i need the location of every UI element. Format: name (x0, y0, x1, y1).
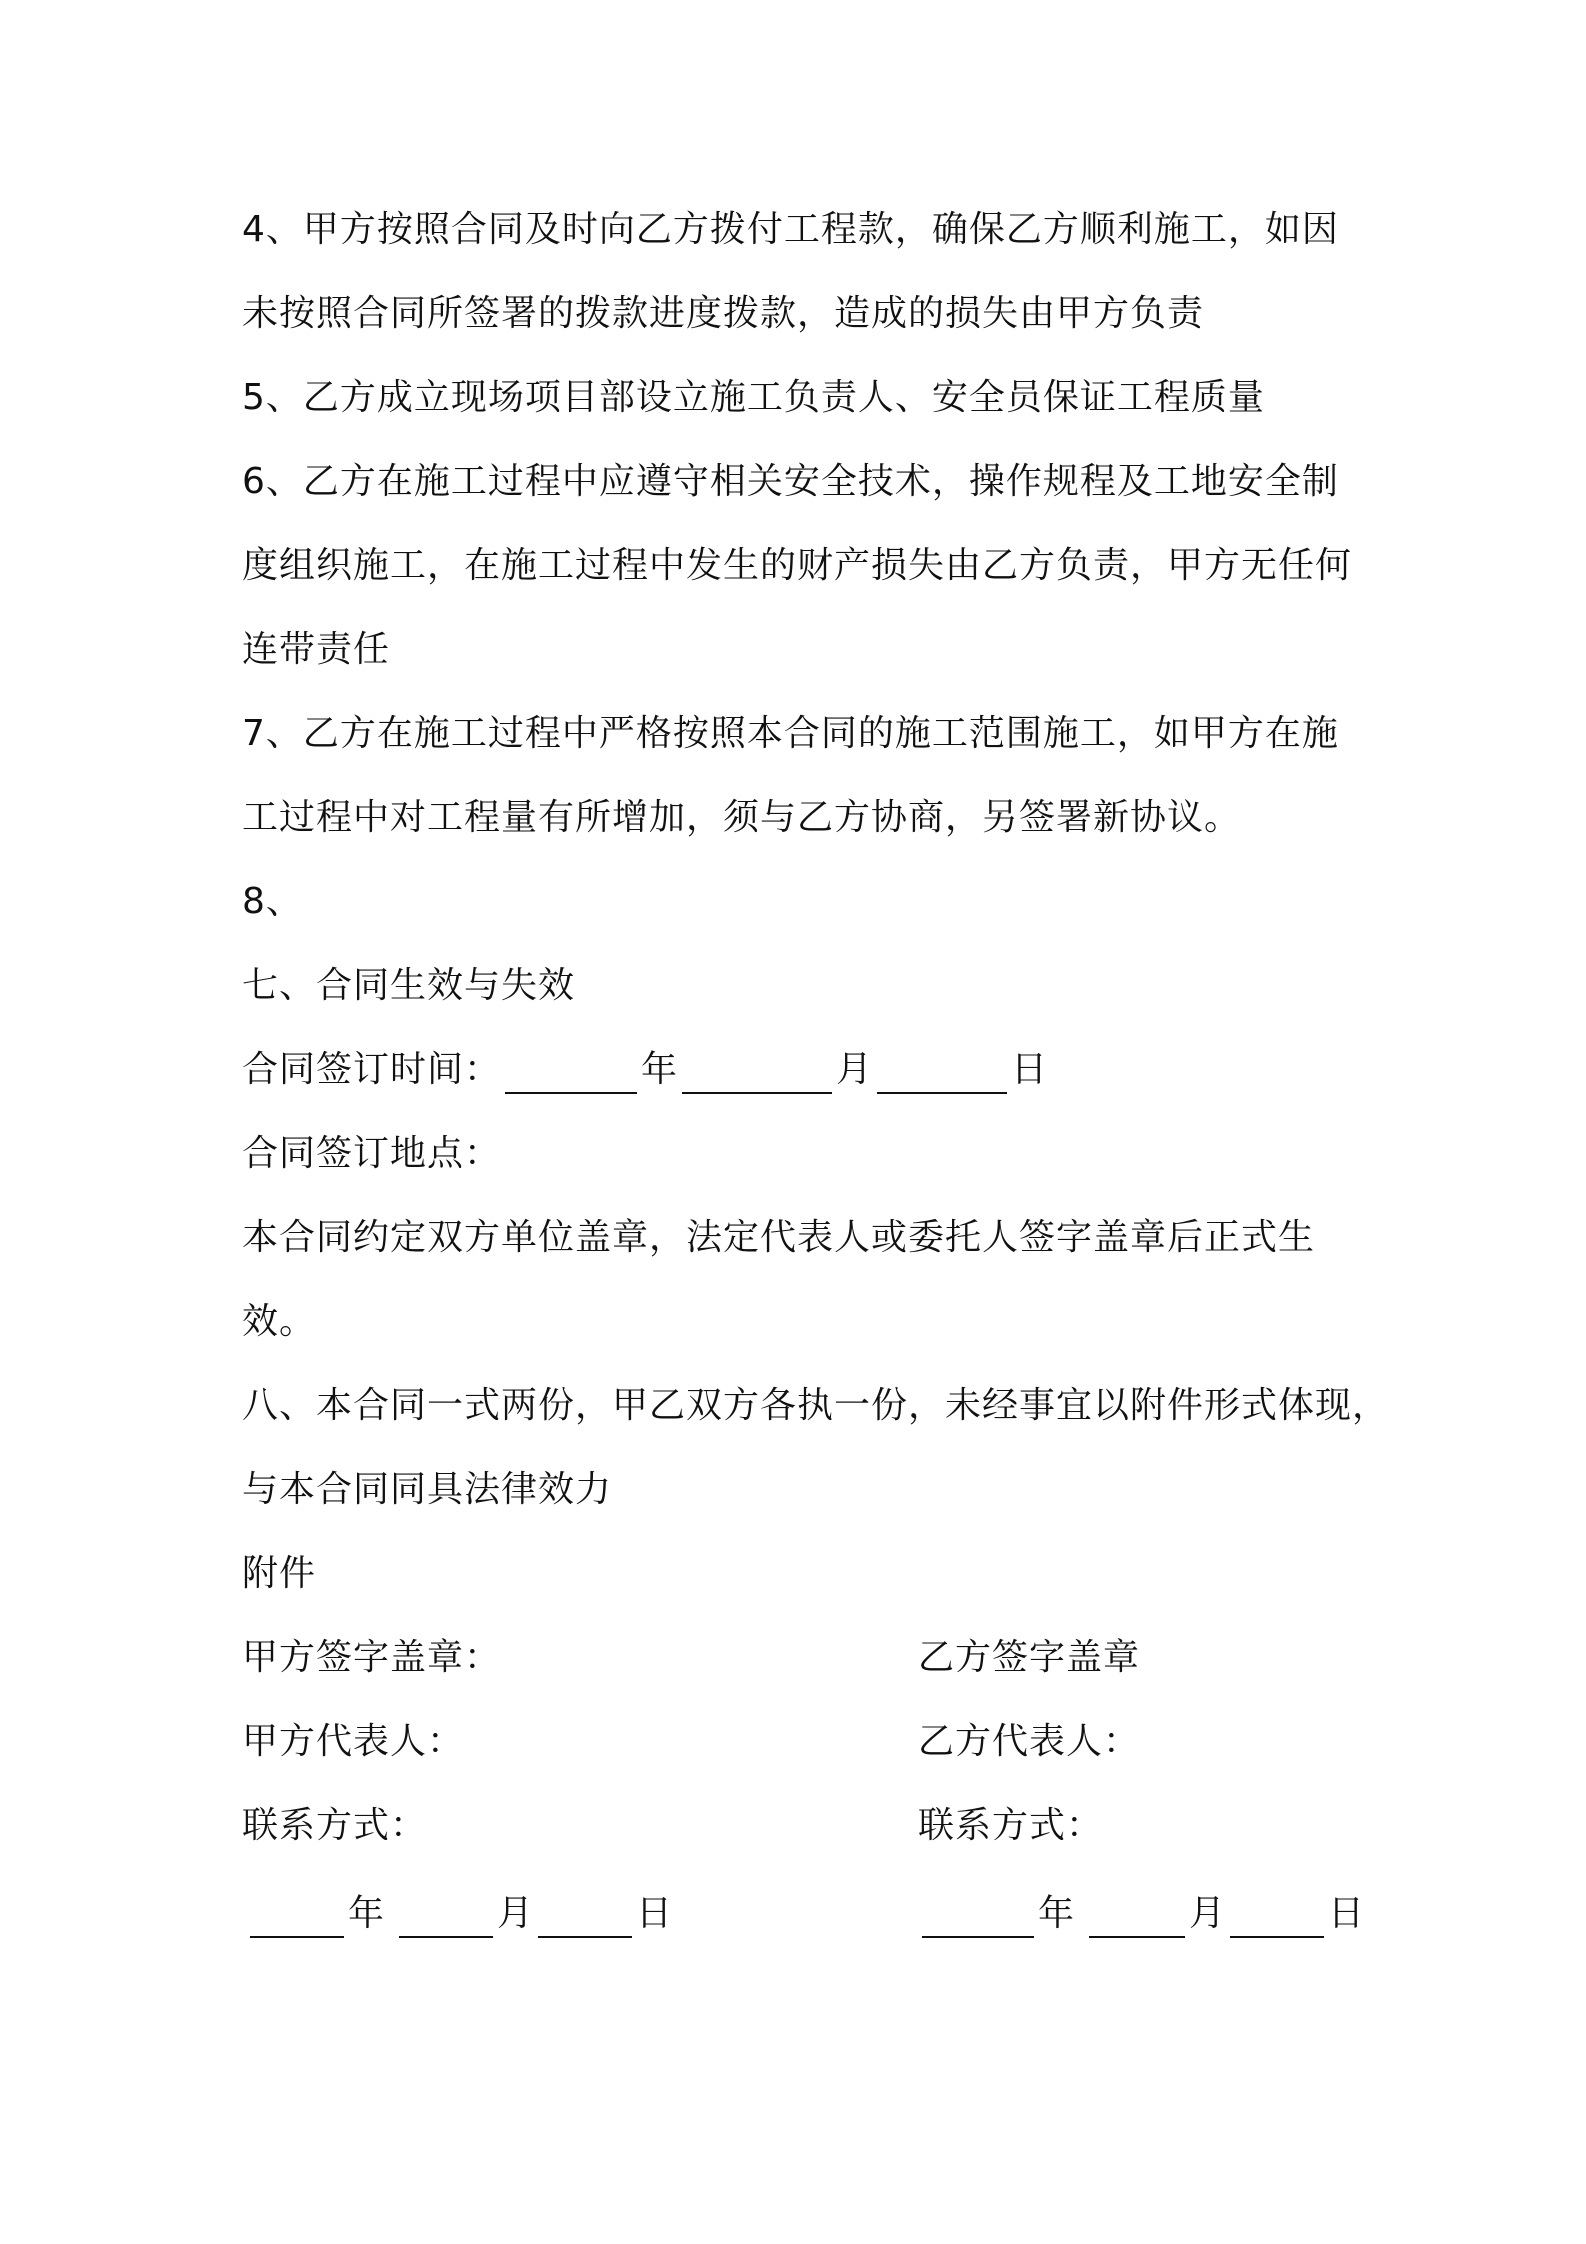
party-a-contact-label: 联系方式： (242, 1805, 428, 1846)
party-b-date-row (918, 1890, 1365, 1938)
clause-5: 5、乙方成立现场项目部设立施工负责人、安全员保证工程质量 (242, 377, 1265, 418)
effect-line-1: 本合同约定双方单位盖章，法定代表人或委托人签字盖章后正式生 (242, 1217, 1316, 1258)
clause-7-line-1: 7、乙方在施工过程中严格按照本合同的施工范围施工，如甲方在施 (242, 713, 1339, 754)
section-7-heading: 七、合同生效与失效 (242, 965, 576, 1006)
section-8-line-1: 八、本合同一式两份，甲乙双方各执一份，未经事宜以附件形式体现， (242, 1385, 1390, 1426)
sign-year-label: 年 (641, 1049, 679, 1090)
clause-4-line-2: 未按照合同所签署的拨款进度拨款，造成的损失由甲方负责 (242, 293, 1205, 334)
party-b-month-blank[interactable] (1089, 1896, 1185, 1938)
clause-6-line-3: 连带责任 (242, 629, 391, 670)
party-a-year-blank[interactable] (250, 1896, 344, 1938)
sign-day-blank[interactable] (877, 1052, 1007, 1094)
sign-time-label: 合同签订时间： (242, 1049, 502, 1090)
party-a-rep-label: 甲方代表人： (242, 1721, 465, 1762)
party-a-day-blank[interactable] (538, 1896, 632, 1938)
party-a-month-blank[interactable] (399, 1896, 493, 1938)
clause-7-line-2: 工过程中对工程量有所增加，须与乙方协商，另签署新协议。 (242, 797, 1242, 838)
clause-6-line-1: 6、乙方在施工过程中应遵守相关安全技术，操作规程及工地安全制 (242, 461, 1339, 502)
sign-day-label: 日 (1011, 1049, 1049, 1090)
party-a-date-row (246, 1890, 673, 1938)
party-a-year-label: 年 (348, 1893, 386, 1934)
party-b-day-label: 日 (1328, 1893, 1366, 1934)
party-b-day-blank[interactable] (1230, 1896, 1324, 1938)
sign-year-blank[interactable] (505, 1052, 637, 1094)
party-a-month-label: 月 (497, 1893, 535, 1934)
party-b-month-label: 月 (1189, 1893, 1227, 1934)
party-a-day-label: 日 (636, 1893, 674, 1934)
party-b-rep-label: 乙方代表人： (918, 1721, 1141, 1762)
sign-time-row (242, 1046, 1048, 1094)
sign-month-blank[interactable] (682, 1052, 832, 1094)
clause-8: 8、 (242, 881, 303, 922)
attachment-label: 附件 (242, 1553, 317, 1594)
party-b-seal-label: 乙方签字盖章 (918, 1637, 1141, 1678)
clause-4-line-1: 4、甲方按照合同及时向乙方拨付工程款，确保乙方顺利施工，如因 (242, 209, 1339, 250)
party-b-year-blank[interactable] (922, 1896, 1034, 1938)
party-b-year-label: 年 (1038, 1893, 1076, 1934)
clause-6-line-2: 度组织施工，在施工过程中发生的财产损失由乙方负责，甲方无任何 (242, 545, 1353, 586)
party-a-seal-label: 甲方签字盖章： (242, 1637, 502, 1678)
effect-line-2: 效。 (242, 1301, 317, 1342)
sign-place-label: 合同签订地点： (242, 1133, 502, 1174)
sign-month-label: 月 (836, 1049, 874, 1090)
party-b-contact-label: 联系方式： (918, 1805, 1104, 1846)
section-8-line-2: 与本合同同具法律效力 (242, 1469, 613, 1510)
